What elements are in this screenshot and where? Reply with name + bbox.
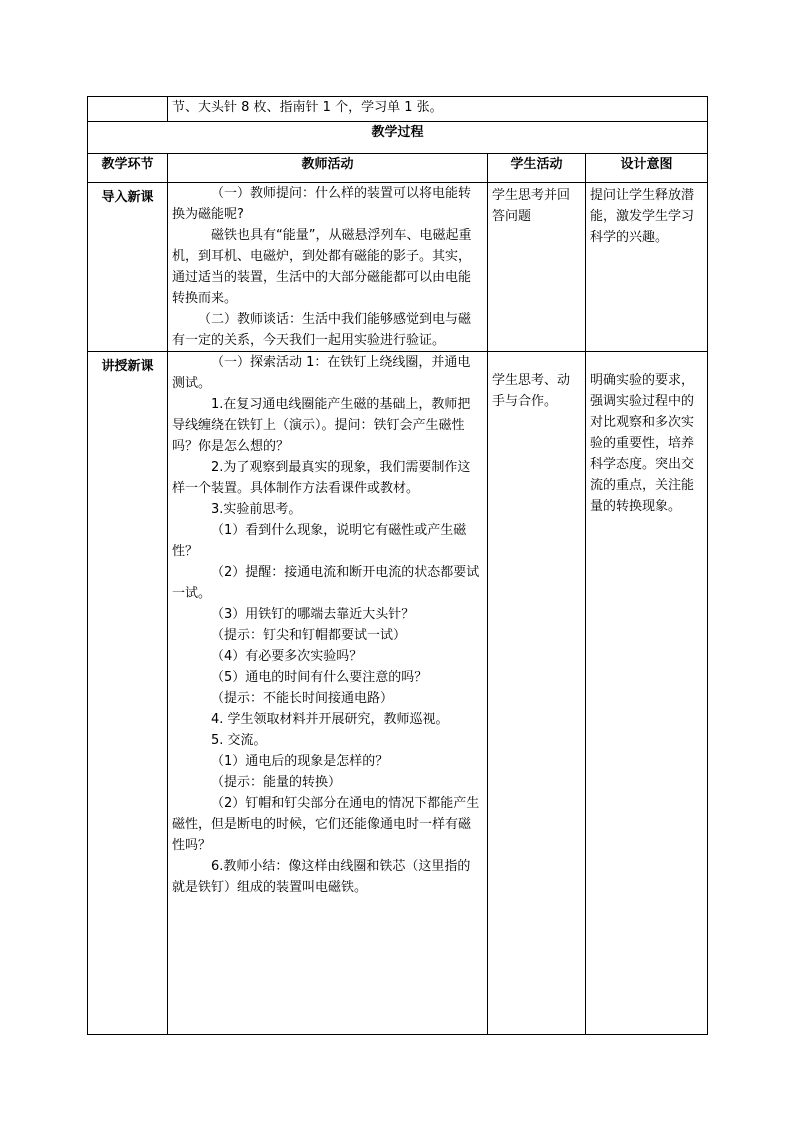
intro-teacher-p1: （一）教师提问：什么样的装置可以将电能转换为磁能呢? [172,186,472,222]
header-row [88,154,708,183]
main-teacher-p17: 6.教师小结：像这样由线圈和铁芯（这里指的就是铁钉）组成的装置叫电磁铁。 [172,859,471,895]
header-teacher: 教师活动 [168,154,488,183]
intro-design-intent: 提问让学生释放潜能，激发学生学习科学的兴趣。 [586,183,708,352]
materials-stage-cell [88,97,168,122]
section-row [88,122,708,154]
main-teacher-p5: （1）看到什么现象，说明它有磁性或产生磁性？ [172,523,467,559]
main-student-activity: 学生思考、动手与合作。 [488,352,586,1035]
header-student: 学生活动 [488,154,586,183]
lesson-plan-table [87,96,708,1035]
main-teacher-p16: （2）钉帽和钉尖部分在通电的情况下都能产生磁性，但是断电的时候，它们还能像通电时一样有磁性吗？ [172,796,480,853]
main-stage: 讲授新课 [88,352,168,1035]
main-teacher-p15: （提示：能量的转换） [211,775,342,790]
main-row [88,352,708,1035]
main-design-intent: 明确实验的要求，强调实验过程中的对比观察和多次实验的重要性，培养科学态度。突出交流的重点，关注能量的转换现象。 [586,352,708,1035]
intro-student-activity: 学生思考并回答问题 [488,183,586,352]
intro-teacher-activity [168,183,488,352]
materials-row [88,97,708,122]
intro-teacher-p2: 磁铁也具有“能量”，从磁悬浮列车、电磁起重机，到耳机、电磁炉，到处都有磁能的影子。其实，通过适当的装置，生活中的大部分磁能都可以由电能转换而来。 [172,228,472,306]
main-teacher-p2: 1.在复习通电线圈能产生磁的基础上，教师把导线缠绕在铁钉上（演示）。提问：铁钉会产生磁性吗？你是怎么想的？ [172,397,471,454]
section-title: 教学过程 [88,122,708,154]
header-stage: 教学环节 [88,154,168,183]
main-teacher-p10: （5）通电的时间有什么要注意的吗？ [211,670,428,685]
intro-stage: 导入新课 [88,183,168,352]
main-teacher-p11: （提示：不能长时间接通电路） [211,691,394,706]
main-teacher-p1: （一）探索活动 1：在铁钉上绕线圈，并通电测试。 [172,355,471,391]
main-teacher-p7: （3）用铁钉的哪端去靠近大头针？ [211,607,415,622]
intro-teacher-p3: （二）教师谈话：生活中我们能够感觉到电与磁有一定的关系，今天我们一起用实验进行验证。 [172,312,472,348]
main-teacher-activity [168,352,488,1035]
intro-row [88,183,708,352]
main-teacher-p12: 4. 学生领取材料并开展研究，教师巡视。 [211,712,449,727]
main-teacher-p9: （4）有必要多次实验吗？ [211,649,363,664]
main-teacher-p3: 2.为了观察到最真实的现象，我们需要制作这样一个装置。具体制作方法看课件或教材。 [172,460,471,496]
main-teacher-p14: （1）通电后的现象是怎样的？ [211,754,389,769]
header-design: 设计意图 [586,154,708,183]
main-teacher-p4: 3.实验前思考。 [211,502,302,517]
main-teacher-p8: （提示：钉尖和钉帽都要试一试） [211,628,407,643]
main-teacher-p13: 5. 交流。 [211,733,267,748]
main-teacher-p6: （2）提醒：接通电流和断开电流的状态都要试一试。 [172,565,480,601]
materials-text: 节、大头针 8 枚、指南针 1 个，学习单 1 张。 [168,97,708,122]
